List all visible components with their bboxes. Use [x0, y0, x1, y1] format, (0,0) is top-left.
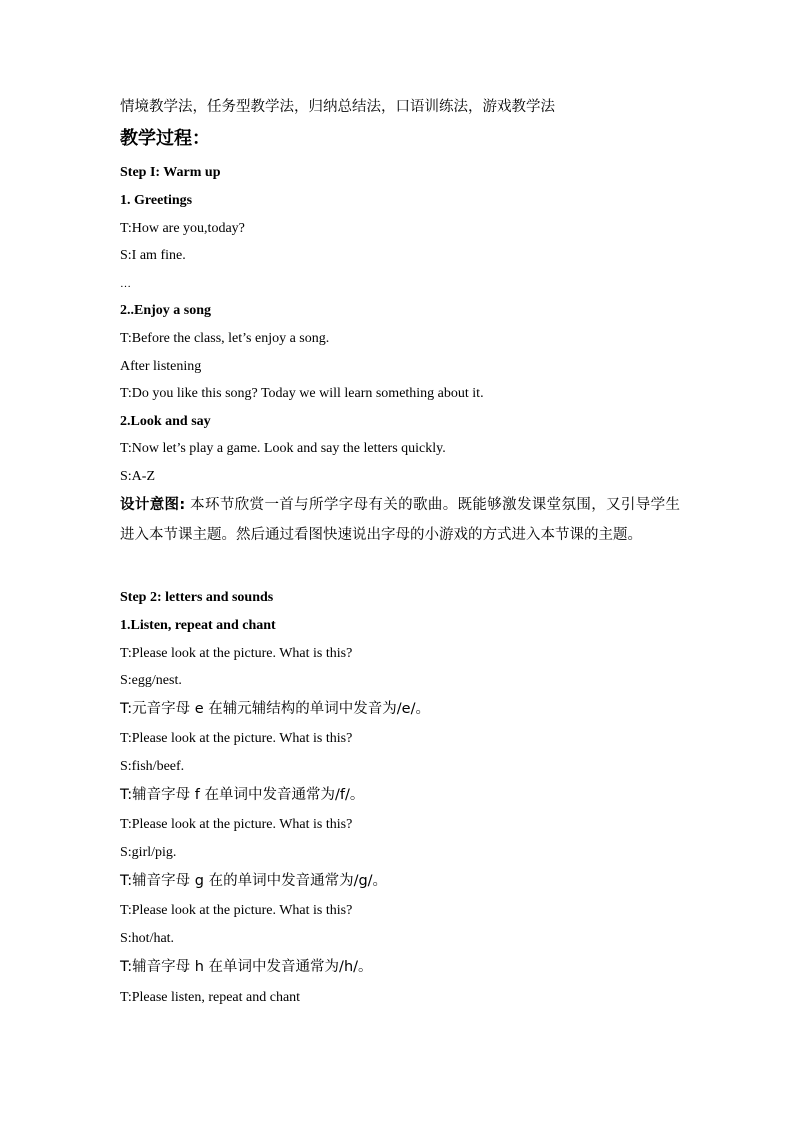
chant-line-8: S:girl/pig.	[120, 845, 177, 860]
step1-title: Step I: Warm up	[120, 165, 221, 180]
chant-line-7: T:Please look at the picture. What is this?	[120, 817, 353, 832]
design-intent-label: 设计意图:	[120, 497, 186, 513]
song-line-2: After listening	[120, 359, 202, 374]
greetings-line-2: S:I am fine.	[120, 248, 186, 263]
song-line-1: T:Before the class, let’s enjoy a song.	[120, 331, 330, 346]
chant-line-5: S:fish/beef.	[120, 759, 185, 774]
song-line-3: T:Do you like this song? Today we will learn something about it.	[120, 386, 484, 401]
design-intent-text: 本环节欣赏一首与所学字母有关的歌曲。既能够激发课堂氛围，又引导学生进入本节课主题。然后通过看图快速说出字母的小游戏的方式进入本节课的主题。	[120, 497, 680, 543]
chant-title: 1.Listen, repeat and chant	[120, 618, 276, 633]
look-line-1: T:Now let’s play a game. Look and say the letters quickly.	[120, 441, 446, 456]
chant-line-1: T:Please look at the picture. What is this?	[120, 646, 353, 661]
greetings-line-1: T:How are you,today?	[120, 221, 245, 236]
song-title: 2..Enjoy a song	[120, 303, 212, 318]
design-intent-paragraph	[120, 490, 680, 550]
chant-line-13: T:Please listen, repeat and chant	[120, 990, 301, 1005]
chant-line-2: S:egg/nest.	[120, 673, 182, 688]
chant-line-12: T:辅音字母 h 在单词中发音通常为/h/。	[120, 959, 373, 975]
step2-title: Step 2: letters and sounds	[120, 590, 274, 605]
greetings-line-3: …	[120, 278, 131, 290]
look-title: 2.Look and say	[120, 414, 211, 429]
chant-line-9: T:辅音字母 g 在的单词中发音通常为/g/。	[120, 873, 388, 889]
teaching-process-heading: 教学过程：	[120, 128, 210, 149]
chant-line-3: T:元音字母 e 在辅元辅结构的单词中发音为/e/。	[120, 701, 430, 717]
look-line-2: S:A-Z	[120, 469, 155, 484]
chant-line-10: T:Please look at the picture. What is this?	[120, 903, 353, 918]
teaching-methods: 情境教学法，任务型教学法，归纳总结法，口语训练法，游戏教学法	[120, 99, 555, 115]
greetings-title: 1. Greetings	[120, 193, 193, 208]
chant-line-4: T:Please look at the picture. What is this?	[120, 731, 353, 746]
chant-line-11: S:hot/hat.	[120, 931, 175, 946]
chant-line-6: T:辅音字母 f 在单词中发音通常为/f/。	[120, 787, 365, 803]
